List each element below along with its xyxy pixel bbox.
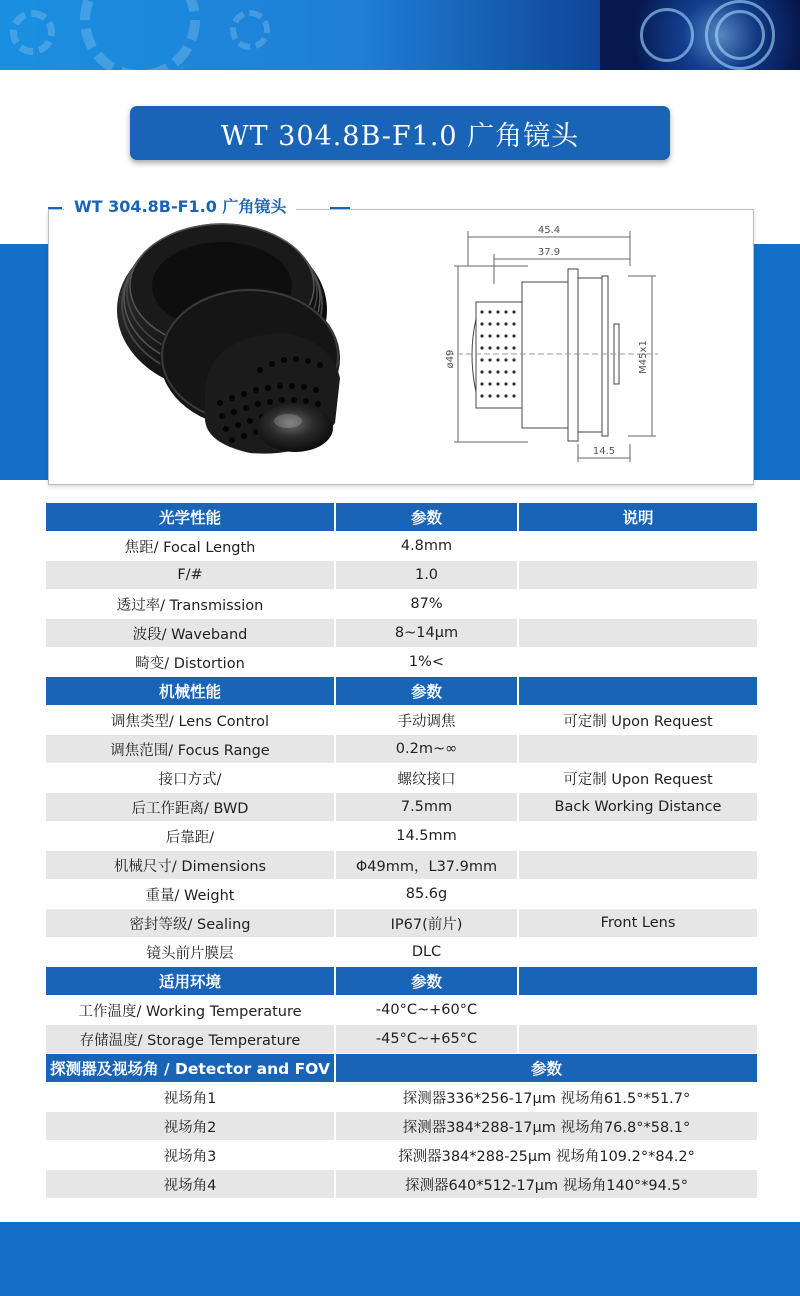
- param-cell: 重量/ Weight: [46, 880, 336, 909]
- value-cell: 探测器384*288-17μm 视场角76.8°*58.1°: [336, 1112, 757, 1141]
- table-row: [46, 764, 757, 793]
- note-cell: Front Lens: [519, 909, 757, 938]
- note-cell: [519, 590, 757, 619]
- header-cell: 参数: [336, 677, 519, 706]
- table-row: [46, 590, 757, 619]
- value-cell: 4.8mm: [336, 532, 519, 561]
- param-cell: 机械尺寸/ Dimensions: [46, 851, 336, 880]
- param-cell: 密封等级/ Sealing: [46, 909, 336, 938]
- table-row: [46, 1112, 757, 1141]
- header-cell: 探测器及视场角 / Detector and FOV: [46, 1054, 336, 1083]
- header-cell: 参数: [336, 503, 519, 532]
- value-cell: 螺纹接口: [336, 764, 519, 793]
- bottom-band: [0, 1222, 800, 1296]
- lens-decoration: [600, 0, 800, 70]
- table-row: [46, 793, 757, 822]
- note-cell: 可定制 Upon Request: [519, 764, 757, 793]
- value-cell: 7.5mm: [336, 793, 519, 822]
- table-header-row: [46, 967, 757, 996]
- dim-diameter: ø49: [445, 349, 456, 369]
- note-cell: [519, 561, 757, 590]
- side-band-right: [754, 244, 800, 480]
- table-row: [46, 619, 757, 648]
- param-cell: 视场角2: [46, 1112, 336, 1141]
- value-cell: 探测器384*288-25μm 视场角109.2°*84.2°: [336, 1141, 757, 1170]
- table-row: [46, 648, 757, 677]
- value-cell: 14.5mm: [336, 822, 519, 851]
- note-cell: Back Working Distance: [519, 793, 757, 822]
- caption-line: [330, 207, 350, 209]
- value-cell: 手动调焦: [336, 706, 519, 735]
- value-cell: 0.2m~∞: [336, 735, 519, 764]
- table-row: [46, 822, 757, 851]
- value-cell: 85.6g: [336, 880, 519, 909]
- side-band-left: [0, 244, 48, 480]
- gear-icon: [230, 10, 270, 50]
- dim-thread: M45x1: [638, 340, 649, 374]
- header-cell: 参数: [336, 1054, 757, 1083]
- value-cell: 探测器640*512-17μm 视场角140°*94.5°: [336, 1170, 757, 1199]
- value-cell: 1.0: [336, 561, 519, 590]
- param-cell: 存储温度/ Storage Temperature: [46, 1025, 336, 1054]
- param-cell: 焦距/ Focal Length: [46, 532, 336, 561]
- note-cell: [519, 619, 757, 648]
- value-cell: 探测器336*256-17μm 视场角61.5°*51.7°: [336, 1083, 757, 1112]
- note-cell: [519, 1025, 757, 1054]
- table-row: [46, 880, 757, 909]
- param-cell: F/#: [46, 561, 336, 590]
- param-cell: 视场角4: [46, 1170, 336, 1199]
- value-cell: -45°C~+65°C: [336, 1025, 519, 1054]
- value-cell: IP67(前片): [336, 909, 519, 938]
- dim-flange: 14.5: [592, 446, 616, 457]
- param-cell: 接口方式/: [46, 764, 336, 793]
- value-cell: 87%: [336, 590, 519, 619]
- param-cell: 畸变/ Distortion: [46, 648, 336, 677]
- top-banner: [0, 0, 800, 70]
- param-cell: 视场角3: [46, 1141, 336, 1170]
- note-cell: [519, 880, 757, 909]
- header-cell: 机械性能: [46, 677, 336, 706]
- param-cell: 波段/ Waveband: [46, 619, 336, 648]
- table-header-row: [46, 503, 757, 532]
- value-cell: 8~14μm: [336, 619, 519, 648]
- caption-line: [48, 207, 62, 209]
- table-row: [46, 1025, 757, 1054]
- page-title: WT 304.8B-F1.0 广角镜头: [130, 106, 670, 160]
- note-cell: [519, 938, 757, 967]
- table-row: [46, 938, 757, 967]
- table-row: [46, 706, 757, 735]
- value-cell: -40°C~+60°C: [336, 996, 519, 1025]
- note-cell: [519, 822, 757, 851]
- header-cell: [519, 967, 757, 996]
- header-cell: 光学性能: [46, 503, 336, 532]
- table-row: [46, 1141, 757, 1170]
- table-header-row: [46, 677, 757, 706]
- table-row: [46, 851, 757, 880]
- table-row: [46, 1083, 757, 1112]
- param-cell: 后靠距/: [46, 822, 336, 851]
- gear-icon: [80, 0, 200, 70]
- table-row: [46, 735, 757, 764]
- value-cell: Φ49mm，L37.9mm: [336, 851, 519, 880]
- card-caption: WT 304.8B-F1.0 广角镜头: [64, 195, 296, 219]
- param-cell: 调焦范围/ Focus Range: [46, 735, 336, 764]
- value-cell: DLC: [336, 938, 519, 967]
- note-cell: [519, 851, 757, 880]
- value-cell: 1%<: [336, 648, 519, 677]
- table-row: [46, 1170, 757, 1199]
- spec-table: [46, 503, 757, 1199]
- param-cell: 透过率/ Transmission: [46, 590, 336, 619]
- gear-icon: [10, 10, 55, 55]
- header-cell: 说明: [519, 503, 757, 532]
- param-cell: 调焦类型/ Lens Control: [46, 706, 336, 735]
- note-cell: [519, 532, 757, 561]
- header-cell: 参数: [336, 967, 519, 996]
- note-cell: [519, 996, 757, 1025]
- table-row: [46, 909, 757, 938]
- dim-overall-length: 45.4: [537, 225, 561, 236]
- note-cell: [519, 648, 757, 677]
- param-cell: 视场角1: [46, 1083, 336, 1112]
- param-cell: 工作温度/ Working Temperature: [46, 996, 336, 1025]
- dimension-drawing: [428, 214, 668, 470]
- note-cell: [519, 735, 757, 764]
- header-cell: [519, 677, 757, 706]
- table-row: [46, 561, 757, 590]
- param-cell: 后工作距离/ BWD: [46, 793, 336, 822]
- lens-photo: [110, 218, 350, 468]
- table-row: [46, 996, 757, 1025]
- table-header-row: [46, 1054, 757, 1083]
- table-row: [46, 532, 757, 561]
- note-cell: 可定制 Upon Request: [519, 706, 757, 735]
- dim-body-length: 37.9: [537, 247, 561, 258]
- header-cell: 适用环境: [46, 967, 336, 996]
- param-cell: 镜头前片膜层: [46, 938, 336, 967]
